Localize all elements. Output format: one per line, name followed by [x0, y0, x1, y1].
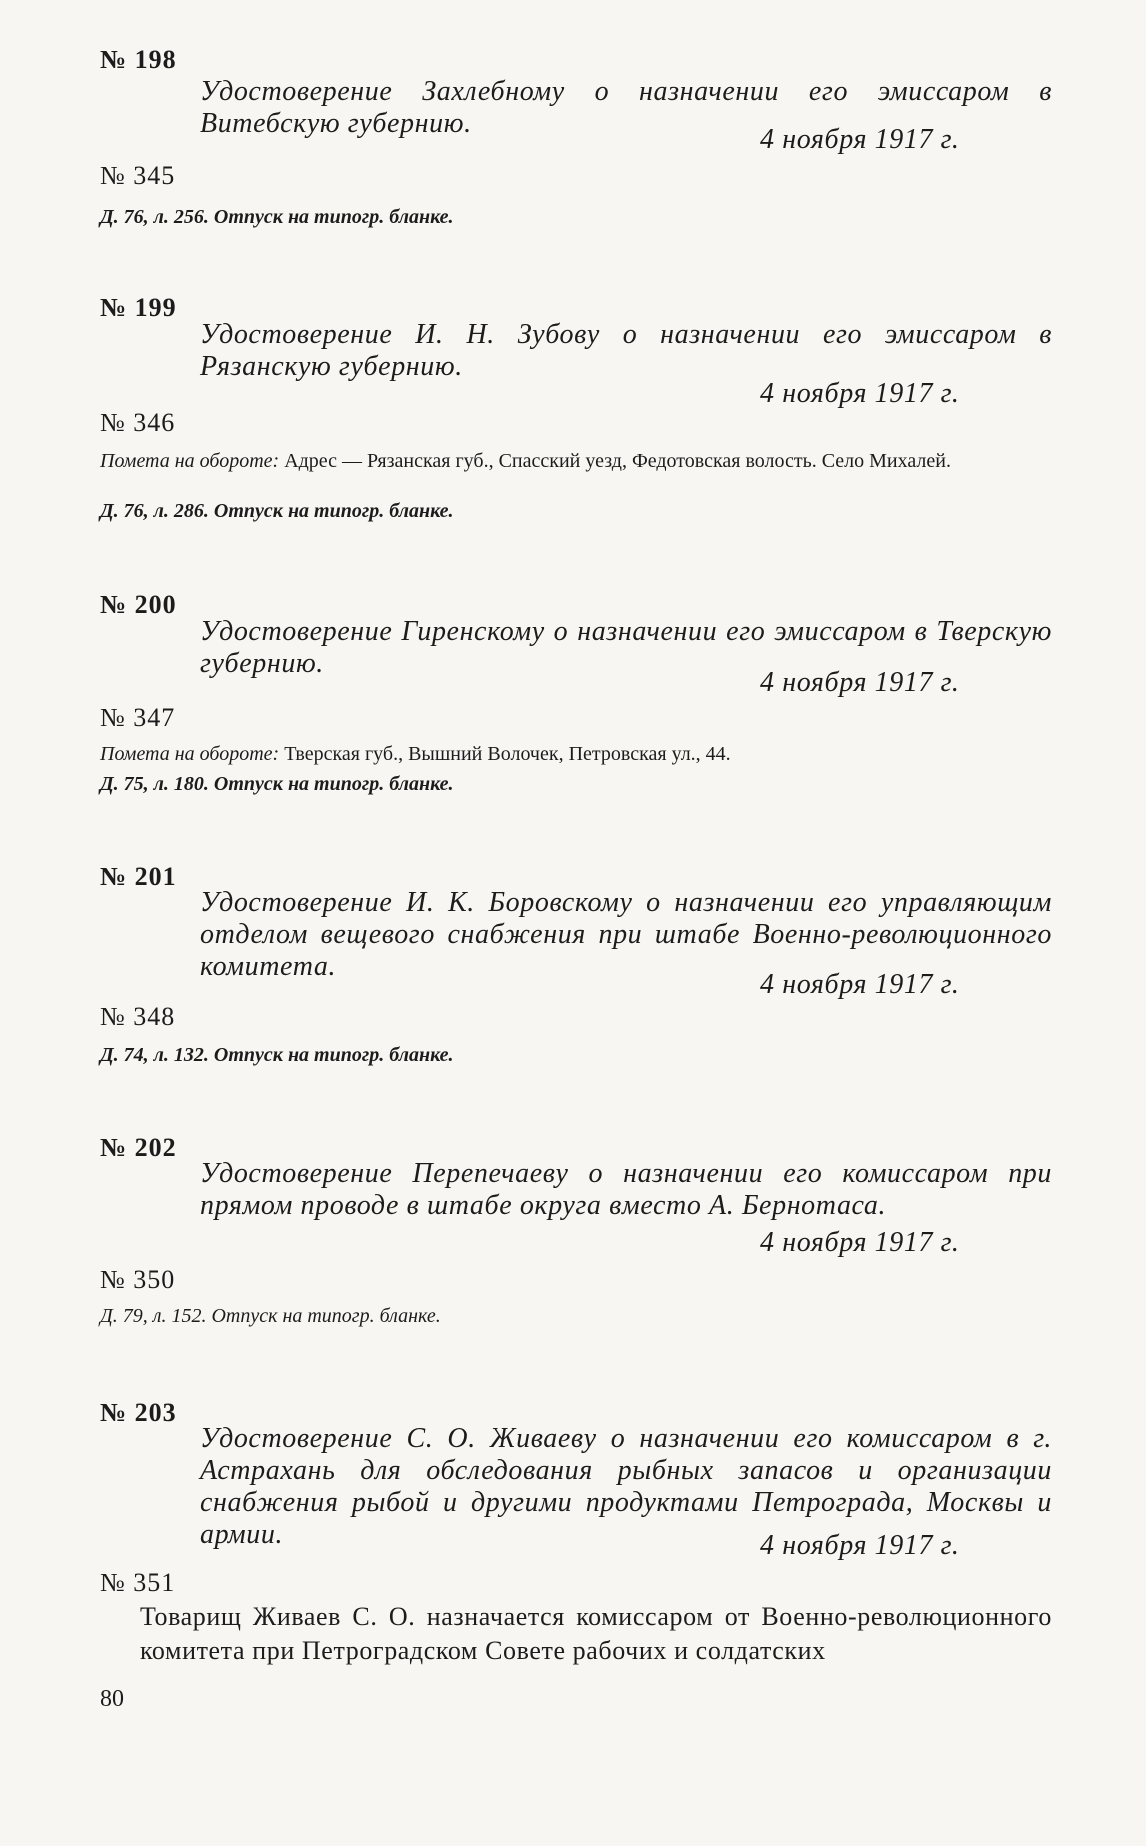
note-on-reverse [100, 741, 1052, 767]
registry-number: № 350 [100, 1265, 176, 1294]
note-text: Адрес — Рязанская губ., Спасский уезд, Федотовская волость. Село Михалей. [284, 450, 951, 472]
document-date: 4 ноября 1917 г. [760, 1227, 960, 1258]
document-title: Удостоверение Перепечаеву о назначении его комиссаром при прямом проводе в штабе округа вместо А. Бернотаса. [200, 1158, 1052, 1221]
archive-source: Д. 75, л. 180. Отпуск на типогр. бланке. [100, 773, 454, 795]
document-date: 4 ноября 1917 г. [760, 378, 960, 409]
document-date: 4 ноября 1917 г. [760, 124, 960, 155]
archive-source: Д. 76, л. 286. Отпуск на типогр. бланке. [100, 500, 454, 522]
registry-number: № 351 [100, 1568, 176, 1597]
document-date: 4 ноября 1917 г. [760, 969, 960, 1000]
registry-number: № 345 [100, 161, 176, 190]
note-text: Тверская губ., Вышний Волочек, Петровская ул., 44. [284, 743, 731, 765]
document-number: № 198 [100, 45, 177, 74]
document-date: 4 ноября 1917 г. [760, 667, 960, 698]
document-body-text: Товарищ Живаев С. О. назначается комиссаром от Военно-революционного комитета при Петроградском Совете рабочих и солдатских [140, 1602, 1052, 1665]
registry-number: № 348 [100, 1002, 176, 1031]
note-on-reverse [100, 448, 1052, 474]
note-label: Помета на обороте: [100, 450, 280, 472]
document-number: № 203 [100, 1398, 177, 1427]
document-number: № 200 [100, 590, 177, 619]
note-label: Помета на обороте: [100, 743, 280, 765]
document-title: Удостоверение И. К. Боровскому о назначении его управляющим отделом вещевого снабжения при штабе Военно-революционного комитета. [200, 887, 1052, 982]
document-number: № 201 [100, 862, 177, 891]
document-title: Удостоверение С. О. Живаеву о назначении его комиссаром в г. Астрахань для обследования рыбных запасов и организации снабжения рыбой и другими продуктами Петрограда, Москвы и армии. [200, 1423, 1052, 1550]
archive-source: Д. 79, л. 152. Отпуск на типогр. бланке. [100, 1305, 441, 1327]
document-number: № 199 [100, 293, 177, 322]
page-number: 80 [100, 1686, 124, 1712]
document-date: 4 ноября 1917 г. [760, 1530, 960, 1561]
registry-number: № 347 [100, 703, 176, 732]
document-number: № 202 [100, 1133, 177, 1162]
document-title: Удостоверение Захлебному о назначении его эмиссаром в Витебскую губернию. [200, 76, 1052, 139]
registry-number: № 346 [100, 408, 176, 437]
archive-source: Д. 76, л. 256. Отпуск на типогр. бланке. [100, 206, 454, 228]
document-title: Удостоверение И. Н. Зубову о назначении его эмиссаром в Рязанскую губернию. [200, 319, 1052, 382]
archive-source: Д. 74, л. 132. Отпуск на типогр. бланке. [100, 1044, 454, 1066]
document-title: Удостоверение Гиренскому о назначении его эмиссаром в Тверскую губернию. [200, 616, 1052, 679]
